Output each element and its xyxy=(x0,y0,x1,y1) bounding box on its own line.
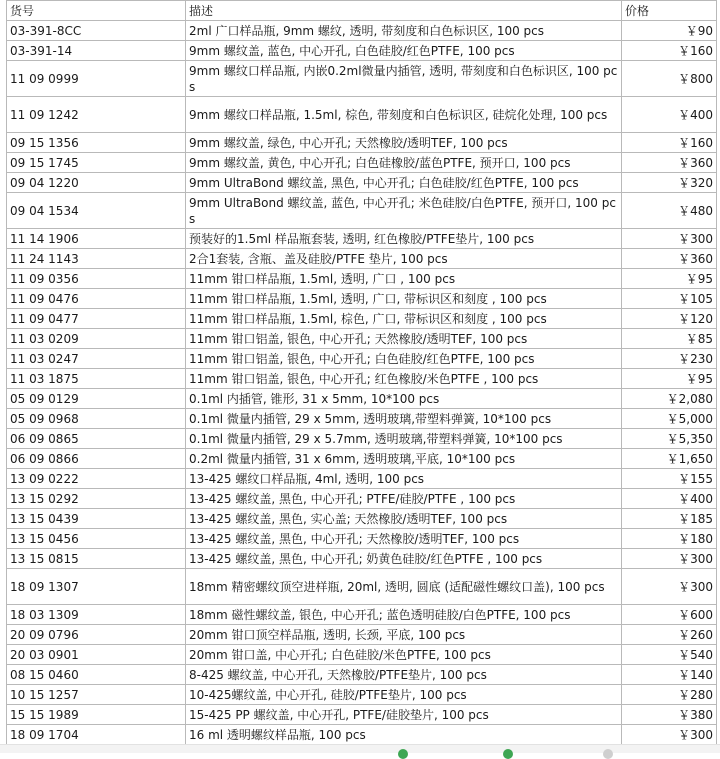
price-cell: ￥300 xyxy=(622,229,717,249)
item-code-cell: 11 09 0476 xyxy=(7,289,186,309)
header-price: 价格 xyxy=(622,1,717,21)
item-code-cell: 20 09 0796 xyxy=(7,625,186,645)
table-row xyxy=(7,229,717,249)
table-row xyxy=(7,369,717,389)
item-code-cell: 05 09 0968 xyxy=(7,409,186,429)
table-row xyxy=(7,21,717,41)
item-code-cell: 11 09 0477 xyxy=(7,309,186,329)
description-cell: 13-425 螺纹盖, 黑色, 实心盖; 天然橡胶/透明TEF, 100 pcs xyxy=(186,509,622,529)
description-cell: 13-425 螺纹盖, 黑色, 中心开孔; 奶黄色硅胶/红色PTFE , 100 pcs xyxy=(186,549,622,569)
description-cell: 9mm UltraBond 螺纹盖, 蓝色, 中心开孔; 米色硅胶/白色PTFE, 预开口, 100 pcs xyxy=(186,193,622,229)
item-code-cell: 05 09 0129 xyxy=(7,389,186,409)
description-cell: 8-425 螺纹盖, 中心开孔, 天然橡胶/PTFE垫片, 100 pcs xyxy=(186,665,622,685)
item-code-cell: 18 09 1307 xyxy=(7,569,186,605)
price-cell: ￥5,350 xyxy=(622,429,717,449)
description-cell: 0.1ml 微量内插管, 29 x 5mm, 透明玻璃,带塑料弹簧, 10*100 pcs xyxy=(186,409,622,429)
price-cell: ￥320 xyxy=(622,173,717,193)
table-row xyxy=(7,509,717,529)
item-code-cell: 15 15 1989 xyxy=(7,705,186,725)
table-header-row xyxy=(7,1,717,21)
description-cell: 18mm 精密螺纹顶空进样瓶, 20ml, 透明, 圆底 (适配磁性螺纹口盖), 100 pcs xyxy=(186,569,622,605)
green-dot-icon xyxy=(503,749,513,759)
table-row xyxy=(7,469,717,489)
description-cell: 18mm 磁性螺纹盖, 银色, 中心开孔; 蓝色透明硅胶/白色PTFE, 100 pcs xyxy=(186,605,622,625)
item-code-cell: 11 09 0999 xyxy=(7,61,186,97)
table-row xyxy=(7,429,717,449)
item-code-cell: 18 09 1704 xyxy=(7,725,186,745)
description-cell: 11mm 钳口样品瓶, 1.5ml, 透明, 广口, 带标识区和刻度 , 100 pcs xyxy=(186,289,622,309)
price-cell: ￥360 xyxy=(622,249,717,269)
description-cell: 11mm 钳口样品瓶, 1.5ml, 棕色, 广口, 带标识区和刻度 , 100 pcs xyxy=(186,309,622,329)
price-cell: ￥260 xyxy=(622,625,717,645)
item-code-cell: 13 15 0456 xyxy=(7,529,186,549)
description-cell: 2ml 广口样品瓶, 9mm 螺纹, 透明, 带刻度和白色标识区, 100 pcs xyxy=(186,21,622,41)
description-cell: 9mm 螺纹盖, 蓝色, 中心开孔, 白色硅胶/红色PTFE, 100 pcs xyxy=(186,41,622,61)
item-code-cell: 11 09 0356 xyxy=(7,269,186,289)
product-price-table xyxy=(6,0,717,745)
item-code-cell: 03-391-8CC xyxy=(7,21,186,41)
price-cell: ￥360 xyxy=(622,153,717,173)
table-row xyxy=(7,309,717,329)
price-cell: ￥1,650 xyxy=(622,449,717,469)
description-cell: 0.1ml 内插管, 锥形, 31 x 5mm, 10*100 pcs xyxy=(186,389,622,409)
price-cell: ￥2,080 xyxy=(622,389,717,409)
item-code-cell: 09 04 1220 xyxy=(7,173,186,193)
description-cell: 9mm 螺纹口样品瓶, 内嵌0.2ml微量内插管, 透明, 带刻度和白色标识区, 100 pcs xyxy=(186,61,622,97)
table-row xyxy=(7,193,717,229)
header-description: 描述 xyxy=(186,1,622,21)
price-cell: ￥185 xyxy=(622,509,717,529)
item-code-cell: 10 15 1257 xyxy=(7,685,186,705)
price-cell: ￥280 xyxy=(622,685,717,705)
price-cell: ￥140 xyxy=(622,665,717,685)
table-row xyxy=(7,249,717,269)
table-row xyxy=(7,173,717,193)
description-cell: 11mm 钳口铝盖, 银色, 中心开孔; 白色硅胶/红色PTFE, 100 pcs xyxy=(186,349,622,369)
price-cell: ￥300 xyxy=(622,725,717,745)
header-code: 货号 xyxy=(7,1,186,21)
item-code-cell: 06 09 0865 xyxy=(7,429,186,449)
item-code-cell: 06 09 0866 xyxy=(7,449,186,469)
description-cell: 15-425 PP 螺纹盖, 中心开孔, PTFE/硅胶垫片, 100 pcs xyxy=(186,705,622,725)
table-row xyxy=(7,665,717,685)
price-cell: ￥160 xyxy=(622,41,717,61)
green-dot-icon xyxy=(398,749,408,759)
item-code-cell: 09 15 1356 xyxy=(7,133,186,153)
table-row xyxy=(7,153,717,173)
price-cell: ￥380 xyxy=(622,705,717,725)
item-code-cell: 18 03 1309 xyxy=(7,605,186,625)
table-row xyxy=(7,569,717,605)
price-cell: ￥90 xyxy=(622,21,717,41)
table-row xyxy=(7,409,717,429)
description-cell: 9mm 螺纹口样品瓶, 1.5ml, 棕色, 带刻度和白色标识区, 硅烷化处理, 100 pcs xyxy=(186,97,622,133)
description-cell: 13-425 螺纹盖, 黑色, 中心开孔; 天然橡胶/透明TEF, 100 pcs xyxy=(186,529,622,549)
item-code-cell: 11 03 1875 xyxy=(7,369,186,389)
table-body xyxy=(7,21,717,745)
table-row xyxy=(7,61,717,97)
table-row xyxy=(7,269,717,289)
price-cell: ￥180 xyxy=(622,529,717,549)
price-cell: ￥95 xyxy=(622,269,717,289)
table-row xyxy=(7,289,717,309)
table-row xyxy=(7,645,717,665)
item-code-cell: 13 15 0439 xyxy=(7,509,186,529)
description-cell: 预装好的1.5ml 样品瓶套装, 透明, 红色橡胶/PTFE垫片, 100 pcs xyxy=(186,229,622,249)
description-cell: 0.2ml 微量内插管, 31 x 6mm, 透明玻璃,平底, 10*100 pcs xyxy=(186,449,622,469)
price-cell: ￥300 xyxy=(622,569,717,605)
table-row xyxy=(7,605,717,625)
table-row xyxy=(7,529,717,549)
item-code-cell: 11 24 1143 xyxy=(7,249,186,269)
description-cell: 20mm 钳口盖, 中心开孔; 白色硅胶/米色PTFE, 100 pcs xyxy=(186,645,622,665)
description-cell: 20mm 钳口顶空样品瓶, 透明, 长颈, 平底, 100 pcs xyxy=(186,625,622,645)
description-cell: 9mm 螺纹盖, 黄色, 中心开孔; 白色硅橡胶/蓝色PTFE, 预开口, 100 pcs xyxy=(186,153,622,173)
description-cell: 16 ml 透明螺纹样品瓶, 100 pcs xyxy=(186,725,622,745)
item-code-cell: 11 14 1906 xyxy=(7,229,186,249)
table-row xyxy=(7,625,717,645)
table-row xyxy=(7,329,717,349)
description-cell: 11mm 钳口铝盖, 银色, 中心开孔; 天然橡胶/透明TEF, 100 pcs xyxy=(186,329,622,349)
price-cell: ￥5,000 xyxy=(622,409,717,429)
item-code-cell: 09 04 1534 xyxy=(7,193,186,229)
price-cell: ￥95 xyxy=(622,369,717,389)
table-row xyxy=(7,705,717,725)
description-cell: 11mm 钳口铝盖, 银色, 中心开孔; 红色橡胶/米色PTFE , 100 pcs xyxy=(186,369,622,389)
description-cell: 11mm 钳口样品瓶, 1.5ml, 透明, 广口 , 100 pcs xyxy=(186,269,622,289)
price-cell: ￥85 xyxy=(622,329,717,349)
table-row xyxy=(7,449,717,469)
table-row xyxy=(7,349,717,369)
table-row xyxy=(7,489,717,509)
table-row xyxy=(7,133,717,153)
price-cell: ￥540 xyxy=(622,645,717,665)
item-code-cell: 11 09 1242 xyxy=(7,97,186,133)
table-row xyxy=(7,685,717,705)
price-cell: ￥160 xyxy=(622,133,717,153)
item-code-cell: 11 03 0247 xyxy=(7,349,186,369)
price-cell: ￥155 xyxy=(622,469,717,489)
item-code-cell: 20 03 0901 xyxy=(7,645,186,665)
item-code-cell: 13 15 0815 xyxy=(7,549,186,569)
price-cell: ￥230 xyxy=(622,349,717,369)
item-code-cell: 08 15 0460 xyxy=(7,665,186,685)
price-cell: ￥800 xyxy=(622,61,717,97)
table-row xyxy=(7,725,717,745)
grey-dot-icon xyxy=(603,749,613,759)
item-code-cell: 13 09 0222 xyxy=(7,469,186,489)
price-cell: ￥105 xyxy=(622,289,717,309)
item-code-cell: 11 03 0209 xyxy=(7,329,186,349)
price-cell: ￥400 xyxy=(622,489,717,509)
description-cell: 9mm 螺纹盖, 绿色, 中心开孔; 天然橡胶/透明TEF, 100 pcs xyxy=(186,133,622,153)
table-row xyxy=(7,41,717,61)
item-code-cell: 13 15 0292 xyxy=(7,489,186,509)
description-cell: 13-425 螺纹盖, 黑色, 中心开孔; PTFE/硅胶/PTFE , 100 pcs xyxy=(186,489,622,509)
description-cell: 9mm UltraBond 螺纹盖, 黑色, 中心开孔; 白色硅胶/红色PTFE, 100 pcs xyxy=(186,173,622,193)
price-cell: ￥300 xyxy=(622,549,717,569)
price-cell: ￥480 xyxy=(622,193,717,229)
description-cell: 2合1套装, 含瓶、盖及硅胶/PTFE 垫片, 100 pcs xyxy=(186,249,622,269)
description-cell: 13-425 螺纹口样品瓶, 4ml, 透明, 100 pcs xyxy=(186,469,622,489)
description-cell: 10-425螺纹盖, 中心开孔, 硅胶/PTFE垫片, 100 pcs xyxy=(186,685,622,705)
price-cell: ￥600 xyxy=(622,605,717,625)
description-cell: 0.1ml 微量内插管, 29 x 5.7mm, 透明玻璃,带塑料弹簧, 10*100 pcs xyxy=(186,429,622,449)
table-row xyxy=(7,549,717,569)
table-row xyxy=(7,389,717,409)
item-code-cell: 09 15 1745 xyxy=(7,153,186,173)
price-cell: ￥400 xyxy=(622,97,717,133)
item-code-cell: 03-391-14 xyxy=(7,41,186,61)
price-cell: ￥120 xyxy=(622,309,717,329)
table-row xyxy=(7,97,717,133)
